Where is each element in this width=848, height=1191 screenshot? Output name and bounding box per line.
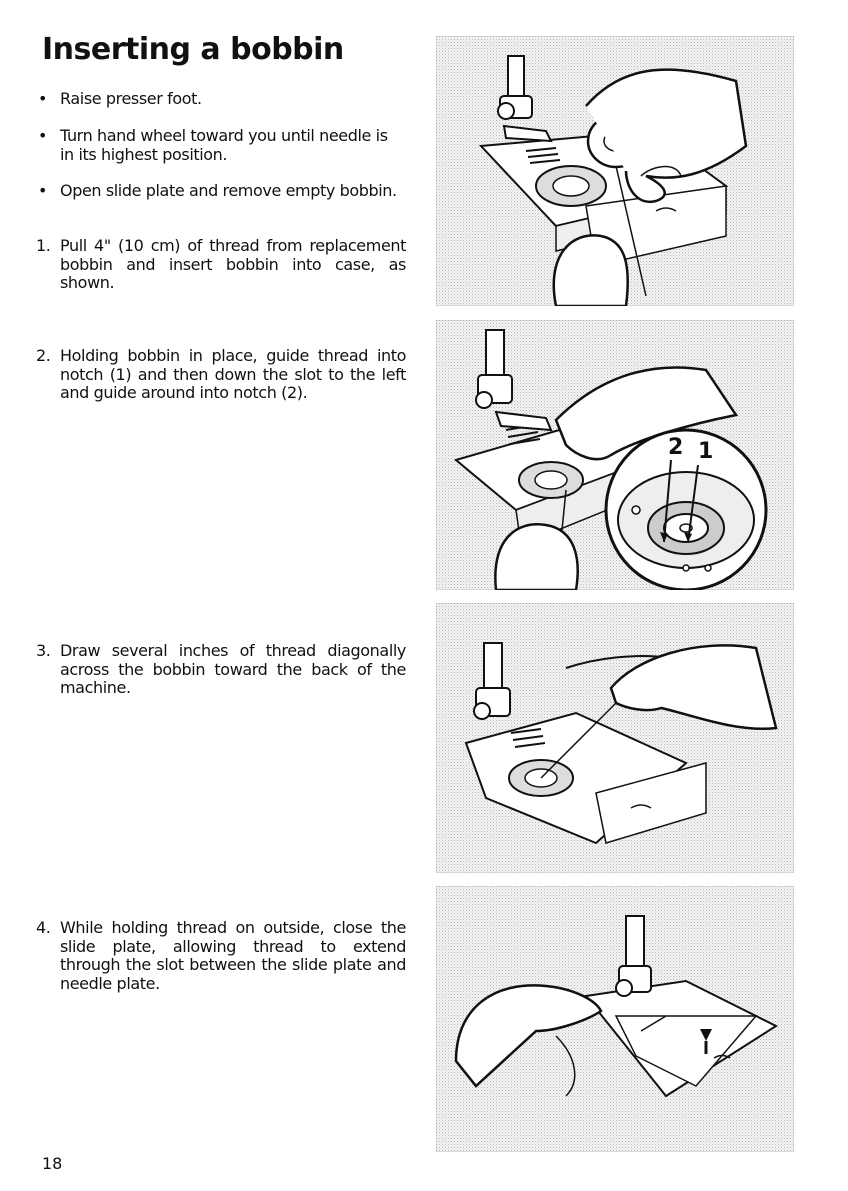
bullet-icon: • xyxy=(38,126,48,145)
instruction-bullet xyxy=(36,182,406,201)
thread-diagonal-illustration xyxy=(436,603,794,873)
step-2 xyxy=(36,347,406,403)
bobbin-insert-illustration xyxy=(436,36,794,306)
step-3 xyxy=(36,642,406,698)
step-number: 1. xyxy=(36,236,51,255)
step-number: 2. xyxy=(36,346,51,365)
page-number: 18 xyxy=(42,1154,63,1173)
notch-2-label: 2 xyxy=(668,435,684,460)
step-4 xyxy=(36,919,406,993)
step-number: 3. xyxy=(36,641,51,660)
bullet-icon: • xyxy=(38,89,48,108)
thread-notch-illustration xyxy=(436,320,794,590)
notch-1-label: 1 xyxy=(698,439,714,464)
bullet-text: Open slide plate and remove empty bobbin. xyxy=(60,181,397,200)
step-number: 4. xyxy=(36,918,51,937)
close-slide-plate-illustration xyxy=(436,886,794,1152)
step-text: Draw several inches of thread diagonally across the bobbin toward the back of the machine. xyxy=(60,641,406,697)
instruction-bullet xyxy=(36,127,406,164)
step-text: Pull 4" (10 cm) of thread from replacement bobbin and insert bobbin into case, as shown. xyxy=(60,236,406,292)
bullet-icon: • xyxy=(38,181,48,200)
instruction-bullet xyxy=(36,90,406,109)
step-text: While holding thread on outside, close the slide plate, allowing thread to extend through the slot between the slide plate and needle plate. xyxy=(60,918,406,993)
bullet-text: Turn hand wheel toward you until needle is in its highest position. xyxy=(60,126,388,164)
page-title: Inserting a bobbin xyxy=(42,32,344,67)
step-text: Holding bobbin in place, guide thread into notch (1) and then down the slot to the left and guide around into notch (2). xyxy=(60,346,406,402)
bullet-text: Raise presser foot. xyxy=(60,89,202,108)
step-1 xyxy=(36,237,406,293)
